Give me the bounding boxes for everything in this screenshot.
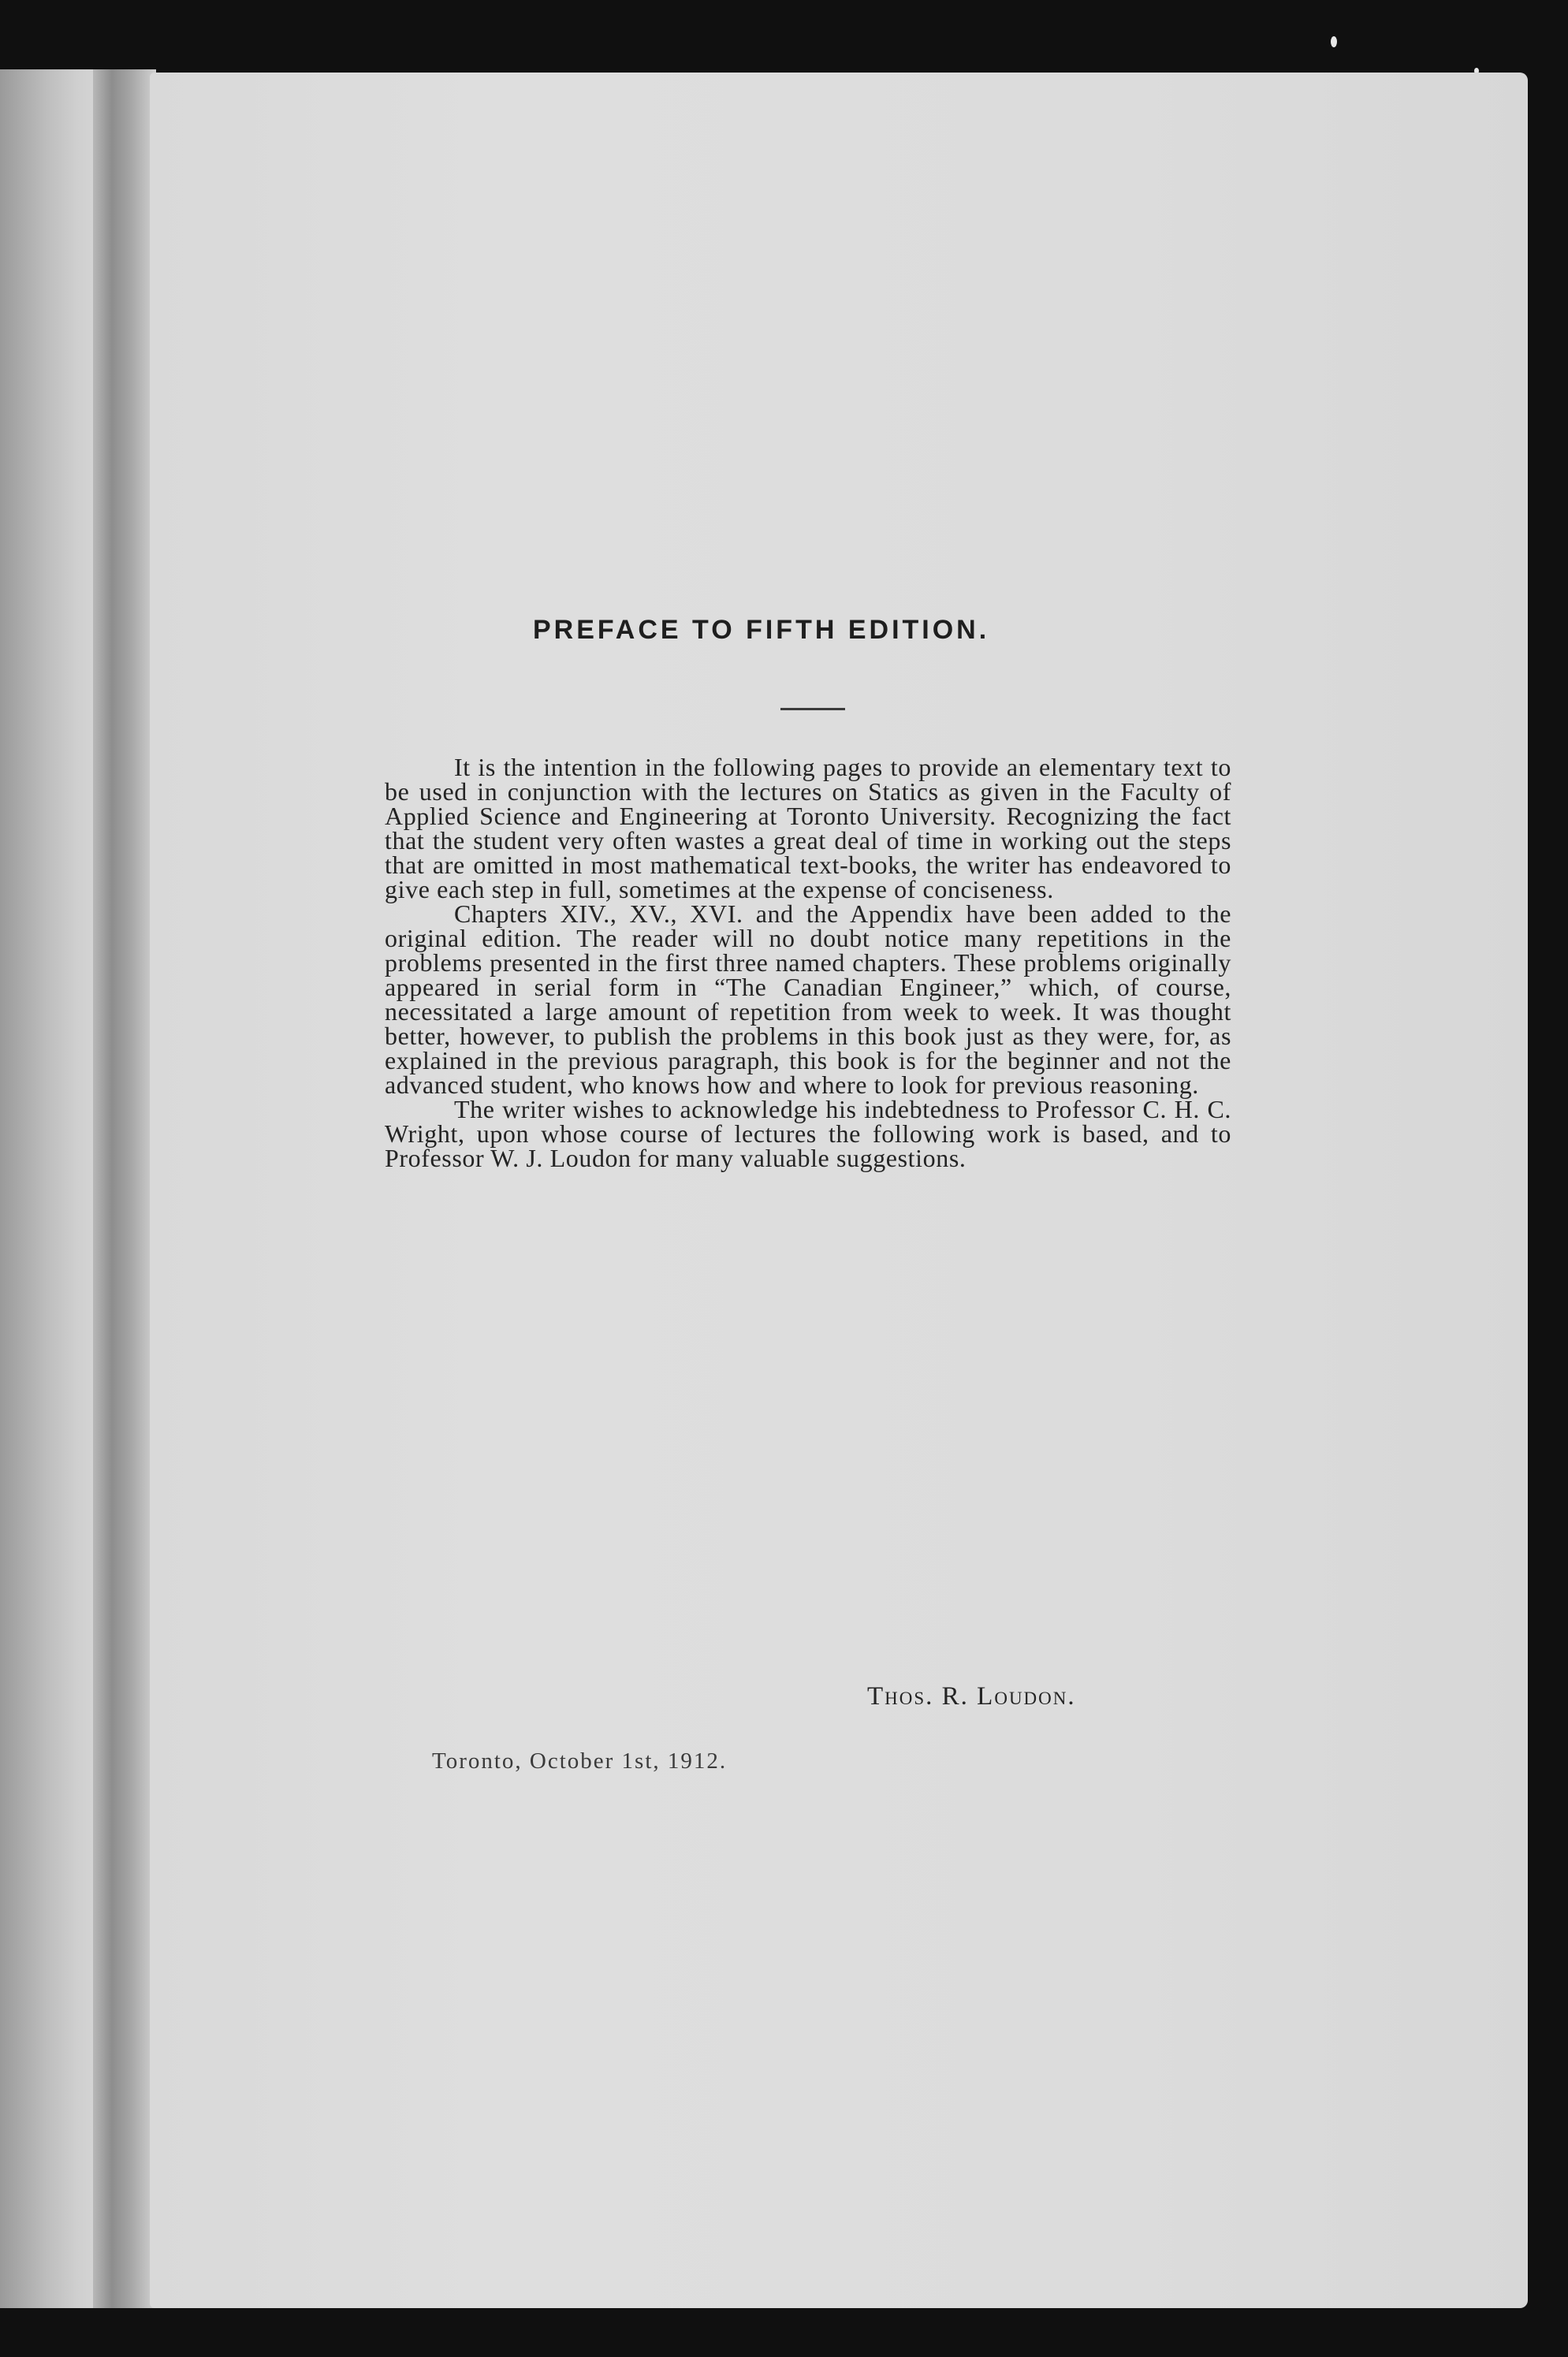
preface-paragraph: It is the intention in the following pages to provide an elementary text to be used in conjunction with the lectures on Statics as given in the Faculty of Applied Science and Engineering at Toronto University. Recognizing the fact that the student very often wastes a great deal of time in working out the steps that are omitted in most mathematical text-books, the writer has endeavored to give each step in full, sometimes at the expense of conciseness. (385, 753, 1231, 903)
author-signature: Thos. R. Loudon. (867, 1682, 1076, 1711)
book-gutter (93, 69, 156, 2308)
dust-speck (1331, 36, 1337, 47)
preface-paragraph: The writer wishes to acknowledge his indebtedness to Professor C. H. C. Wright, upon whose course of lectures the following work is based, and to Professor W. J. Loudon for many valuable suggestions. (385, 1095, 1231, 1172)
previous-page-edge (0, 69, 102, 2308)
preface-paragraph: Chapters XIV., XV., XVI. and the Appendix have been added to the original edition. The reader will no doubt notice many repetitions in the problems presented in the first three named chapters. These problems originally appeared in serial form in “The Canadian Engineer,” which, of course, necessitated a large amount of repetition from week to week. It was thought better, however, to publish the problems in this book just as they were, for, as explained in the previous paragraph, this book is for the beginner and not the advanced student, who knows how and where to look for previous reasoning. (385, 899, 1231, 1099)
book-page (150, 73, 1528, 2308)
title-divider (780, 708, 845, 710)
preface-body (385, 755, 1231, 1171)
dateline: Toronto, October 1st, 1912. (432, 1748, 728, 1774)
page-title: PREFACE TO FIFTH EDITION. (533, 615, 990, 645)
